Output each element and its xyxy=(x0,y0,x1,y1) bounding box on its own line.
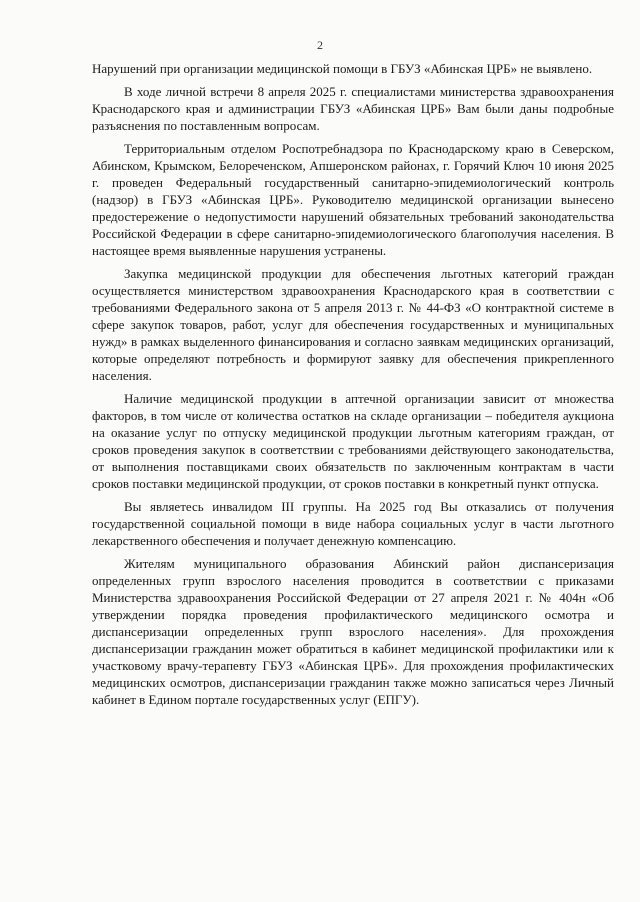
letter-body xyxy=(92,60,614,714)
page-number: 2 xyxy=(317,38,323,52)
paragraph-dispanserization: Жителям муниципального образования Абинский район диспансеризация определенных групп взрослого населения проводится в соответствии с приказами Министерства здравоохранения Российской Федерации от 27 апреля 2021 г. № 404н «Об утверждении порядка проведения профилактического медицинского осмотра и диспансеризации определенных групп взрослого населения». Для прохождения диспансеризации гражданин может обратиться в кабинет медицинской профилактики или к участковому врачу-терапевту ГБУЗ «Абинская ЦРБ». Для прохождения профилактических медицинских осмотров, диспансеризации гражданин также можно записаться через Личный кабинет в Едином портале государственных услуг (ЕПГУ). xyxy=(92,556,614,707)
paragraph-meeting: В ходе личной встречи 8 апреля 2025 г. специалистами министерства здравоохранения Краснодарского края и администрации ГБУЗ «Абинская ЦРБ» Вам были даны подробные разъяснения по поставленным вопросам. xyxy=(92,84,614,133)
paragraph-rospotrebnadzor: Территориальным отделом Роспотребнадзора по Краснодарскому краю в Северском, Абинском, Крымском, Белореченском, Апшеронском районах, г. Горячий Ключ 10 июня 2025 г. проведен Федеральный государственный санитарно-эпидемиологический контроль (надзор) в ГБУЗ «Абинская ЦРБ». Руководителю медицинской организации вынесено предостережение о недопустимости нарушений обязательных требований законодательства Российской Федерации в сфере санитарно-эпидемиологического благополучия населения. В настоящее время выявленные нарушения устранены. xyxy=(92,141,614,258)
paragraph-disability: Вы являетесь инвалидом III группы. На 2025 год Вы отказались от получения государственной социальной помощи в виде набора социальных услуг в части льготного лекарственного обеспечения и получает денежную компенсацию. xyxy=(92,499,614,548)
paragraph-procurement: Закупка медицинской продукции для обеспечения льготных категорий граждан осуществляется министерством здравоохранения Краснодарского края в соответствии с требованиями Федерального закона от 5 апреля 2013 г. № 44-ФЗ «О контрактной системе в сфере закупок товаров, работ, услуг для обеспечения государственных и муниципальных нужд» в рамках выделенного финансирования и согласно заявкам медицинских организаций, которые определяют потребность и формируют заявку для обеспечения прикрепленного населения. xyxy=(92,266,614,383)
paragraph-pharmacy: Наличие медицинской продукции в аптечной организации зависит от множества факторов, в том числе от количества остатков на складе организации – победителя аукциона на оказание услуг по отпуску медицинской продукции льготным категориям граждан, от сроков проведения закупок в соответствии с требованиями действующего законодательства, от выполнения поставщиками своих обязательств по заключенным контрактам в части сроков поставки медицинской продукции, от сроков поставки в конкретный пункт отпуска. xyxy=(92,391,614,491)
paragraph-violations: Нарушений при организации медицинской помощи в ГБУЗ «Абинская ЦРБ» не выявлено. xyxy=(92,61,593,76)
